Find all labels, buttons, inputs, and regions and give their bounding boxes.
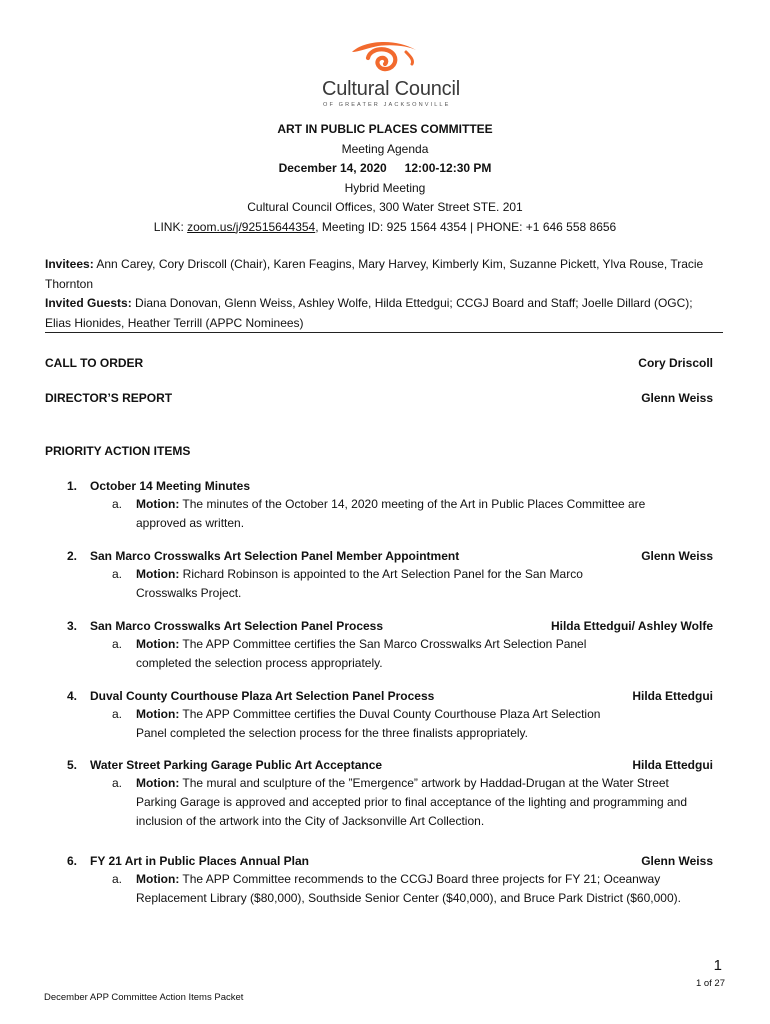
logo-subtitle: OF GREATER JACKSONVILLE	[323, 102, 451, 108]
directors-report-presenter: Glenn Weiss	[641, 391, 713, 405]
motion-label: Motion:	[136, 707, 180, 721]
guests-names: Diana Donovan, Glenn Weiss, Ashley Wolfe, Hilda Ettedgui; CCGJ Board and Staff; Joelle Dillard (OGC);	[131, 296, 693, 310]
invitees-block	[45, 255, 730, 333]
invitees-line-2: Thornton	[45, 276, 94, 291]
meeting-location: Cultural Council Offices, 300 Water Street STE. 201	[247, 200, 523, 214]
item-title: San Marco Crosswalks Art Selection Panel Member Appointment	[90, 549, 460, 563]
item-number: 5.	[67, 758, 78, 772]
item-presenter: Glenn Weiss	[641, 549, 713, 563]
motion-label: Motion:	[136, 637, 180, 651]
guests-line-2: Elias Hionides, Heather Terrill (APPC Nominees)	[45, 315, 304, 330]
meeting-time: 12:00-12:30 PM	[404, 161, 492, 175]
motion-line: approved as written.	[136, 516, 245, 530]
motion-line: Richard Robinson is appointed to the Art Selection Panel for the San Marco	[179, 567, 583, 581]
guests-line	[45, 294, 730, 314]
agenda-header	[40, 120, 730, 237]
swirl-eye-icon	[348, 38, 420, 76]
footer-text: December APP Committee Action Items Packet	[44, 992, 244, 1003]
item-title: Duval County Courthouse Plaza Art Selection Panel Process	[90, 689, 435, 703]
priority-heading: PRIORITY ACTION ITEMS	[45, 444, 191, 458]
motion-line: completed the selection process appropriately.	[136, 656, 383, 670]
link-suffix: , Meeting ID: 925 1564 4354 | PHONE: +1 646 558 8656	[315, 219, 617, 234]
motion-text	[136, 774, 687, 831]
motion-text	[136, 565, 583, 603]
motion-label: Motion:	[136, 567, 180, 581]
call-to-order: CALL TO ORDER	[45, 356, 144, 370]
motion-line: The APP Committee recommends to the CCGJ Board three projects for FY 21; Oceanway	[179, 872, 661, 886]
meeting-date: December 14, 2020	[278, 161, 387, 175]
motion-text	[136, 495, 645, 533]
item-number: 4.	[67, 689, 78, 703]
item-presenter: Glenn Weiss	[641, 854, 713, 868]
item-title: October 14 Meeting Minutes	[90, 479, 251, 493]
motion-line: The minutes of the October 14, 2020 meeting of the Art in Public Places Committee are	[179, 497, 646, 511]
invitees-label: Invitees:	[45, 257, 94, 271]
motion-line: The mural and sculpture of the ”Emergence” artwork by Haddad-Drugan at the Water Street	[179, 776, 669, 790]
zoom-link[interactable]: zoom.us/j/92515644354	[187, 219, 316, 234]
meeting-datetime	[40, 159, 730, 179]
cultural-council-logo	[300, 38, 470, 108]
motion-line: Crosswalks Project.	[136, 586, 242, 600]
item-presenter: Hilda Ettedgui	[632, 689, 713, 703]
motion-letter: a.	[112, 637, 123, 651]
motion-label: Motion:	[136, 776, 180, 790]
motion-letter: a.	[112, 776, 123, 790]
call-to-order-presenter: Cory Driscoll	[638, 356, 713, 370]
meeting-link-line	[40, 218, 730, 238]
motion-label: Motion:	[136, 497, 180, 511]
invitees-line	[45, 255, 730, 275]
guests-label: Invited Guests:	[45, 296, 132, 310]
item-number: 2.	[67, 549, 78, 563]
link-prefix: LINK:	[153, 219, 188, 234]
item-number: 6.	[67, 854, 78, 868]
motion-letter: a.	[112, 872, 123, 886]
item-presenter: Hilda Ettedgui/ Ashley Wolfe	[550, 619, 713, 633]
motion-line: Replacement Library ($80,000), Southside Senior Center ($40,000), and Bruce Park District ($60,000).	[136, 891, 681, 905]
motion-line: Parking Garage is approved and accepted prior to final acceptance of the lighting and programming and	[136, 795, 688, 809]
directors-report: DIRECTOR’S REPORT	[45, 391, 173, 405]
motion-text	[136, 635, 586, 673]
motion-label: Motion:	[136, 872, 180, 886]
page-number: 1	[713, 957, 722, 974]
committee-title: ART IN PUBLIC PLACES COMMITTEE	[277, 122, 493, 136]
item-title: Water Street Parking Garage Public Art Acceptance	[90, 758, 383, 772]
item-number: 1.	[67, 479, 78, 493]
divider	[45, 332, 723, 333]
motion-line: The APP Committee certifies the San Marco Crosswalks Art Selection Panel	[179, 637, 587, 651]
item-presenter: Hilda Ettedgui	[632, 758, 713, 772]
motion-letter: a.	[112, 707, 123, 721]
motion-letter: a.	[112, 497, 123, 511]
page-of-total: 1 of 27	[695, 978, 725, 989]
motion-letter: a.	[112, 567, 123, 581]
motion-text	[136, 870, 681, 908]
meeting-type: Hybrid Meeting	[344, 180, 426, 195]
item-title: San Marco Crosswalks Art Selection Panel Process	[90, 619, 384, 633]
motion-line: inclusion of the artwork into the City of Jacksonville Art Collection.	[136, 814, 485, 828]
motion-text	[136, 705, 600, 743]
motion-line: Panel completed the selection process for the three finalists appropriately.	[136, 726, 528, 740]
item-title: FY 21 Art in Public Places Annual Plan	[90, 854, 309, 868]
item-number: 3.	[67, 619, 78, 633]
invitees-names: Ann Carey, Cory Driscoll (Chair), Karen Feagins, Mary Harvey, Kimberly Kim, Suzanne Pickett, Ylva Rouse, Tracie	[93, 257, 704, 271]
agenda-subtitle: Meeting Agenda	[341, 141, 429, 156]
motion-line: The APP Committee certifies the Duval County Courthouse Plaza Art Selection	[179, 707, 601, 721]
logo-name: Cultural Council	[322, 78, 460, 100]
